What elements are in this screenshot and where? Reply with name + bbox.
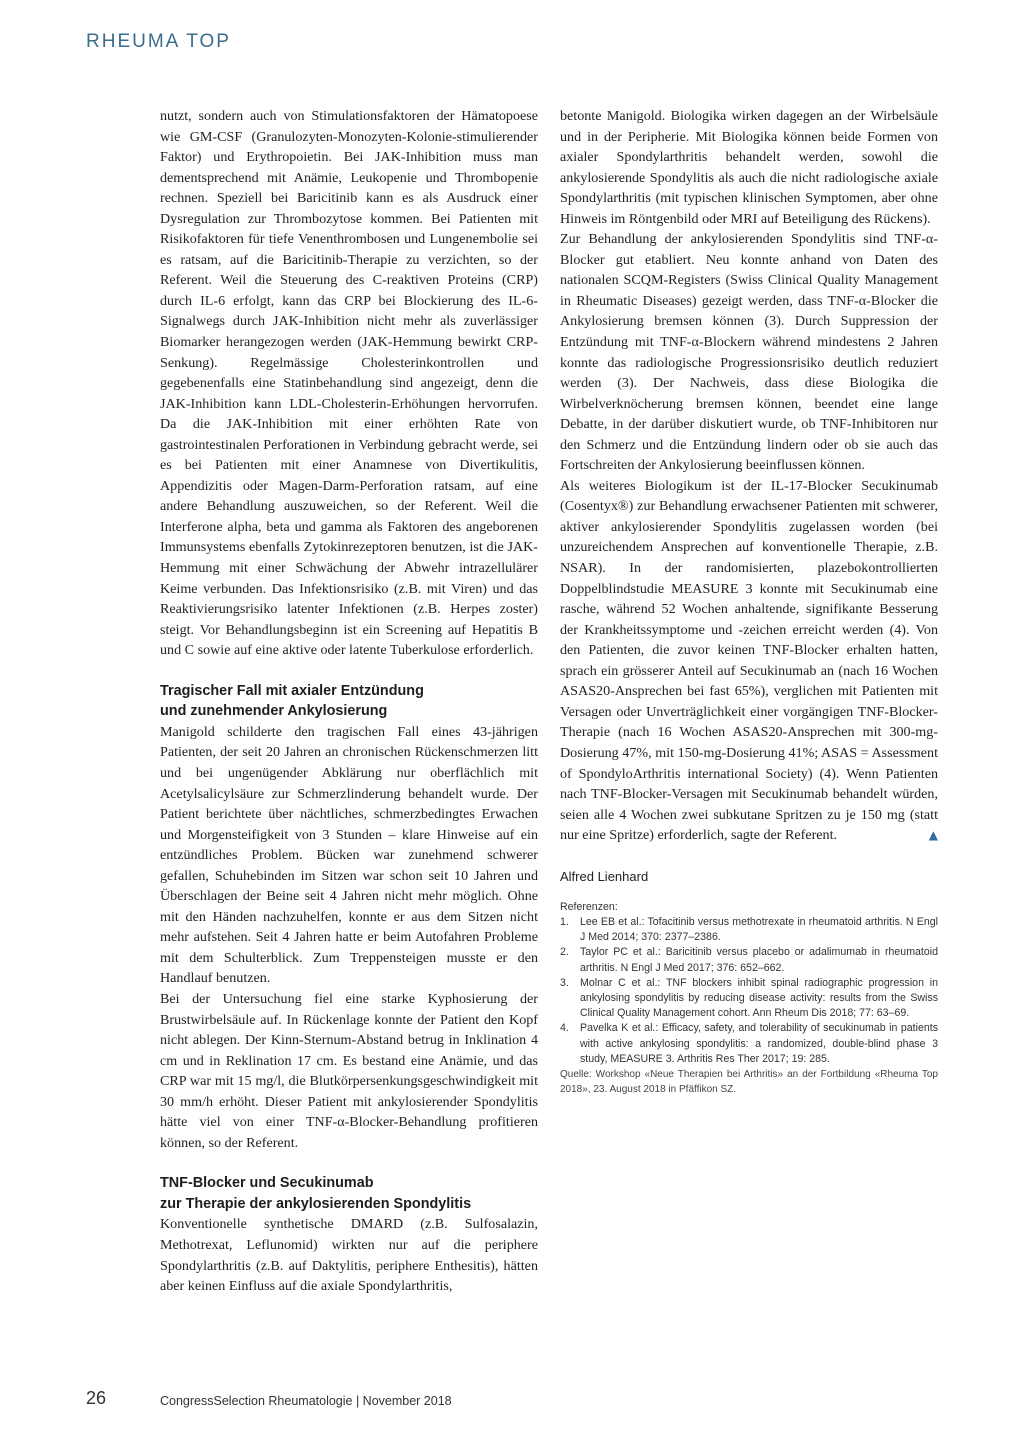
reference-text: Lee EB et al.: Tofacitinib versus methotrexate in rheumatoid arthritis. N Engl J Med 2014; 370: 2377–2386. — [580, 915, 938, 944]
page-number: 26 — [86, 1388, 107, 1408]
reference-number: 2. — [560, 946, 569, 959]
reference-number: 1. — [560, 915, 569, 928]
right-column — [560, 106, 938, 1097]
reference-item — [560, 945, 938, 975]
reference-text: Pavelka K et al.: Efficacy, safety, and tolerability of secukinumab in patients with active ankylosing spondylitis: a randomized, double-blind phase 3 study, MEASURE 3. Arthritis Res Ther 2017; 19: 285. — [580, 1022, 938, 1065]
references-list — [560, 915, 938, 1067]
source-note: Quelle: Workshop «Neue Therapien bei Arthritis» an der Fortbildung «Rheuma Top 2018», 23. August 2018 in Pfäffikon SZ. — [560, 1068, 938, 1095]
section-heading-line: und zunehmender Ankylosierung — [160, 703, 388, 720]
references — [560, 900, 938, 1067]
reference-item — [560, 976, 938, 1022]
left-column — [160, 106, 538, 1297]
reference-number: 3. — [560, 976, 569, 989]
reference-text: Taylor PC et al.: Baricitinib versus placebo or adalimumab in rheumatoid arthritis. N Engl J Med 2017; 376: 652–662. — [580, 946, 938, 974]
body-paragraph: Bei der Untersuchung fiel eine starke Kyphosierung der Brustwirbelsäule auf. In Rückenlage konnte der Patient den Kopf nicht ablegen. Der Kinn-Sternum-Abstand betrug in Inklination 4 cm und in Reklination 17 cm. Es bestand eine Anämie, und das CRP war mit 15 mg/l, die Blutkörpersenkungsgeschwindigkeit mit 30 mm/h erhöht. Dieser Patient mit ankylosierender Spondylitis hätte viel von einer TNF-α-Blocker-Behandlung profitieren können, so der Referent. — [160, 990, 538, 1151]
section-heading-line: TNF-Blocker und Secukinumab — [160, 1175, 374, 1192]
references-title: Referenzen: — [560, 900, 618, 913]
end-of-article-icon: ▲ — [928, 828, 938, 843]
reference-number: 4. — [560, 1022, 569, 1035]
author-name: Alfred Lienhard — [560, 868, 649, 884]
journal-brand: RHEUMA TOP — [86, 31, 231, 52]
publication-footer: CongressSelection Rheumatologie | November 2018 — [160, 1394, 452, 1408]
body-text: Als weiteres Biologikum ist der IL-17-Blocker Secukinumab (Cosentyx®) zur Behandlung erwachsener Patienten mit schwerer, aktiver ankylosierender Spondylitis zugelassen worden (bei unzureichendem Ansprechen auf konventionelle Therapie, z.B. NSAR). In der randomisierten, plazebokontrollierten Doppelblindstudie MEASURE 3 konnte mit Secukinumab eine rasche, während 52 Wochen anhaltende, signifikante Besserung der Krankheitssymptome und -zeichen erreicht werden (4). Von den Patienten, die zuvor keinen TNF-Blocker erhalten hatten, sprach ein grösserer Anteil auf Secukinumab an (nach 16 Wochen ASAS20-Ansprechen bei fast 65%), verglichen mit Patienten mit Versagen oder Unverträglichkeit einer vorgängigen TNF-Blocker-Therapie (nach 16 Wochen ASAS20-Ansprechen mit 300-mg-Dosierung 47%, mit 150-mg-Dosierung 41%; ASAS = Assessment of SpondyloArthritis international Society) (4). Wenn Patienten nach TNF-Blocker-Versagen mit Secukinumab behandelt würden, seien alle 4 Wochen zwei subkutane Spritzen zu je 150 mg (statt nur eine Spritze) erforderlich, sagte der Referent. — [560, 477, 938, 844]
body-paragraph: nutzt, sondern auch von Stimulationsfaktoren der Hämatopoese wie GM-CSF (Granulozyten-Monozyten-Kolonie-stimulierender Faktor) und Erythropoietin. Bei JAK-Inhibition muss man dementsprechend mit Anämie, Leukopenie und Thrombopenie rechnen. Speziell bei Baricitinib kann es als Ausdruck einer Dysregulation zur Thrombozytose kommen. Bei Patienten mit Risikofaktoren für tiefe Venenthrombosen und Lungenembolie sei es ratsam, auf die Baricitinib-Therapie zu verzichten, so der Referent. Weil die Steuerung des C-reaktiven Proteins (CRP) durch IL-6 erfolgt, kann das CRP bei Blockierung des IL-6-Signalwegs durch JAK-Inhibition nicht mehr als zuverlässiger Biomarker herangezogen werden (JAK-Hemmung bewirkt CRP-Senkung). Regelmässige Cholesterinkontrollen und gegebenenfalls eine Statinbehandlung sind angezeigt, denn die JAK-Inhibition kann LDL-Cholesterin-Erhöhungen hervorrufen. Da die JAK-Inhibition mit einer erhöhten Rate von gastrointestinalen Perforationen in Verbindung gebracht werde, sei es bei Patienten mit einer Anamnese von Divertikulitis, Appendizitis oder Magen-Darm-Perforation ratsam, auf eine andere Behandlung auszuweichen, so der Referent. Weil die Interferone alpha, beta und gamma als Faktoren des angeborenen Immunsystems ebenfalls Zytokinrezeptoren benutzen, ist die JAK-Hemmung mit einer Schwächung der Abwehr intrazellulärer Keime verbunden. Das Infektionsrisiko (z.B. mit Viren) und das Reaktivierungsrisiko latenter Infektionen (z.B. Herpes zoster) steigt. Vor Behandlungsbeginn ist ein Screening auf Hepatitis B und C sowie auf eine aktive oder latente Tuberkulose erforderlich. — [160, 108, 538, 659]
body-paragraph: Konventionelle synthetische DMARD (z.B. Sulfosalazin, Methotrexat, Leflunomid) wirkten nur auf die periphere Spondylarthritis (z.B. auf Daktylitis, periphere Enthesitis), hätten aber keinen Einfluss auf die axiale Spondylarthritis, — [160, 1216, 538, 1295]
reference-text: Molnar C et al.: TNF blockers inhibit spinal radiographic progression in ankylosing spondylitis by reducing disease activity: results from the Swiss Clinical Quality Management cohort. Ann Rheum Dis 2018; 77: 63–69. — [580, 976, 938, 1020]
body-paragraph: Zur Behandlung der ankylosierenden Spondylitis sind TNF-α-Blocker gut etabliert. Neu konnte anhand von Daten des nationalen SCQM-Registers (Swiss Clinical Quality Management in Rheumatic Diseases) gezeigt werden, dass TNF-α-Blocker die Ankylosierung bremsen können (3). Durch Suppression der Entzündung mit TNF-α-Blockern während mindestens 2 Jahren konnte das radiologische Progressionsrisiko deutlich reduziert werden (3). Der Nachweis, dass diese Biologika die Wirbelverknöcherung bremsen können, beendet eine lange Debatte, in der darüber diskutiert wurde, ob TNF-Inhibitoren nur den Schmerz und die Entzündung lindern oder ob sie auch das Fortschreiten der Ankylosierung beeinflussen können. — [560, 231, 938, 474]
reference-item — [560, 915, 938, 945]
section-heading-line: Tragischer Fall mit axialer Entzündung — [160, 682, 424, 699]
body-paragraph: betonte Manigold. Biologika wirken dagegen an der Wirbelsäule und in der Peripherie. Mit Biologika können beide Formen von axialer Spondylarthritis behandelt werden, sowohl die ankylosierende Spondylitis als auch die nicht radiologische axiale Spondylarthritis (mit typischen klinischen Symptomen, aber ohne Hinweis im Röntgenbild oder MRI auf Beteiligung des Rückens). — [560, 108, 938, 227]
body-paragraph: Manigold schilderte den tragischen Fall eines 43-jährigen Patienten, der seit 20 Jahren an chronischen Rückenschmerzen litt und bei ungenügender Abklärung nur oberflächlich mit Acetylsalicylsäure zur Schmerzlinderung behandelt wurde. Der Patient berichtete über nächtliches, schmerzbedingtes Erwachen und Morgensteifigkeit von 3 Stunden – klare Hinweise auf ein entzündliches Problem. Bücken war zunehmend schwerer gefallen, Schuhebinden im Sitzen war schon seit 10 Jahren und Überschlagen der Beine seit 4 Jahren nicht mehr möglich. Ohne mit den Händen nachzuhelfen, konnte er aus dem Sitzen nicht mehr aufstehen. Seit 4 Jahren hatte er beim Autofahren Probleme mit dem Schulterblick. Zum Treppensteigen musste er den Handlauf benutzen. — [160, 723, 538, 987]
reference-item — [560, 1021, 938, 1067]
body-paragraph — [560, 476, 938, 846]
section-heading-line: zur Therapie der ankylosierenden Spondylitis — [160, 1195, 472, 1212]
